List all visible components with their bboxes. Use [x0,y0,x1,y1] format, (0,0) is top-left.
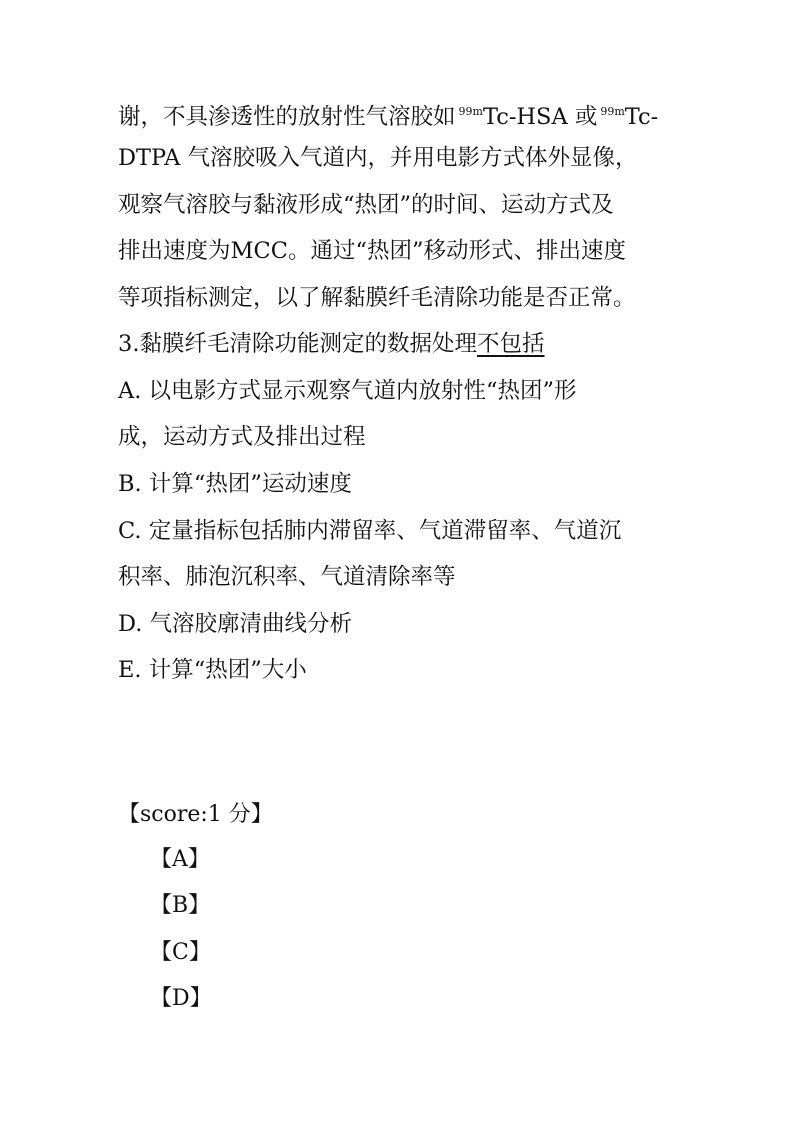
passage-text: 谢，不具渗透性的放射性气溶胶如 [118,104,456,130]
question-stem-text: 3.黏膜纤毛清除功能测定的数据处理 [118,331,477,357]
choice-d: D. 气溶胶廓清曲线分析 [118,611,353,637]
choice-c-line-2: 积率、肺泡沉积率、气道清除率等 [118,564,456,590]
question-stem-emphasis: 不包括 [476,331,545,357]
isotope-superscript: 99m [458,105,483,118]
passage-line-2: DTPA 气溶胶吸入气道内，并用电影方式体外显像， [118,145,638,171]
score-label: 【score:1 分】 [118,802,273,827]
choice-a-line-2: 成，运动方式及排出过程 [118,424,366,450]
isotope-superscript: 99m [600,105,625,118]
passage-line-3: 观察气溶胶与黏液形成“热团”的时间、运动方式及 [118,192,614,218]
answer-option-b[interactable]: 【B】 [150,893,211,918]
choice-e: E. 计算“热团”大小 [118,657,307,683]
passage-text: Tc-HSA 或 [482,104,598,130]
passage-text: Tc- [624,104,659,130]
passage-line-5: 等项指标测定，以了解黏膜纤毛清除功能是否正常。 [118,285,636,311]
answer-option-a[interactable]: 【A】 [150,847,210,872]
answer-option-d[interactable]: 【D】 [150,986,212,1011]
passage-line-4: 排出速度为MCC。通过“热团”移动形式、排出速度 [118,238,626,264]
question-stem [118,329,718,359]
answer-option-c[interactable]: 【C】 [150,940,211,965]
choice-a-line-1: A. 以电影方式显示观察气道内放射性“热团”形 [118,378,577,404]
choice-b: B. 计算“热团”运动速度 [118,471,352,497]
passage-line-1 [118,97,718,132]
choice-c-line-1: C. 定量指标包括肺内滞留率、气道滞留率、气道沉 [118,518,622,544]
